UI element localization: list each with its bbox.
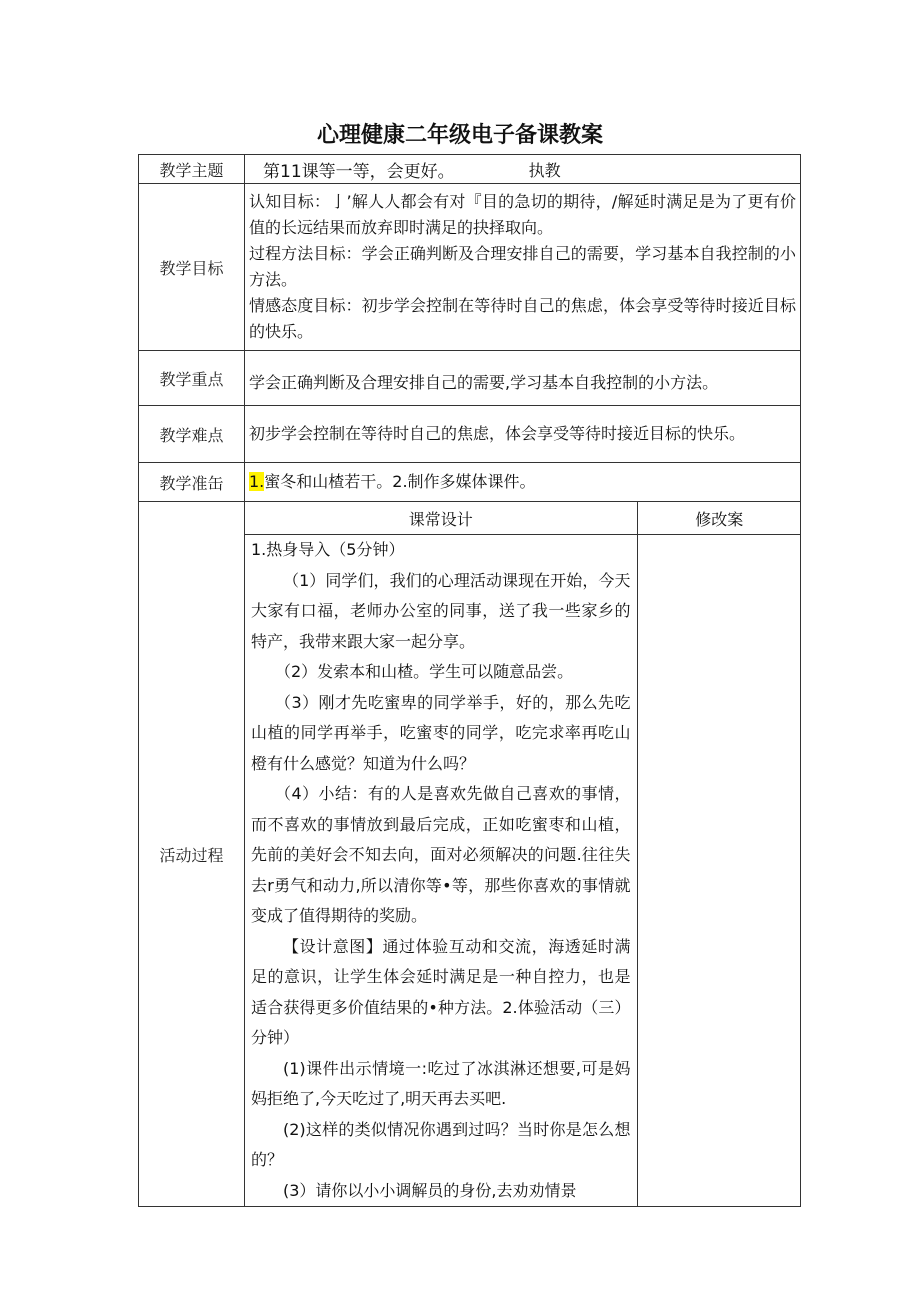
label-preparation: 教学准缶 [139,463,245,502]
highlighted-number: 1. [249,472,265,491]
row-activity [139,502,801,1207]
key-point-value: 学会正确判断及合理安排自己的需要,学习基本自我控制的小方法。 [245,351,801,406]
activity-inner-table [245,502,801,1206]
topic-cell [245,155,801,184]
difficult-point-value: 初步学会控制在等待时自己的焦虑，体会享受等待时接近目标的快乐。 [245,406,801,463]
activity-step-1: （1）同学们，我们的心理活动课现在开始，今天大家有口福，老师办公室的同事，送了我一些家乡的特产，我带来跟大家一起分享。 [251,570,631,651]
row-preparation [139,463,801,502]
column-revision-header: 修改案 [637,502,801,535]
activity-heading-warmup: 1.热身导入（5分钟） [251,540,405,559]
row-difficult-point [139,406,801,463]
activity-step-2: （2）发索本和山楂。学生可以随意品尝。 [275,662,574,681]
activity-step-3: （3）刚才先吃蜜卑的同学举手，好的，那么先吃山植的同学再举手，吃蜜枣的同学，吃完求率再吃山橙有什么感觉？知道为什么吗？ [251,692,631,773]
activity-summary: （4）小结：有的人是喜欢先做自己喜欢的事情，而不喜欢的事情放到最后完成，正如吃蜜枣和山植，先前的美好会不知去向，面对必须解决的问题.往往失去r勇气和动力,所以清你等•等，那些你喜欢的事情就变成了值得期待的奖励。 [251,784,631,925]
goal-emotion: 情感态度目标：初步学会控制在等待时自己的焦虑，体会享受等待时接近目标的快乐。 [249,296,796,341]
label-topic: 教学主题 [139,155,245,184]
activity-cell [245,502,801,1207]
topic-value: 第11课等一等，会更好。 [263,161,455,182]
document-title: 心理健康二年级电子备课教案 [316,123,603,148]
teacher-label: 执教 [528,160,561,180]
activity-mediator: (3）请你以小小调解员的身份,去劝劝情景 [283,1180,577,1200]
column-design-header: 课常设计 [245,502,637,535]
label-activity: 活动过程 [139,502,245,1207]
row-goals [139,184,801,351]
lesson-plan-table [138,154,801,1207]
activity-question: (2)这样的类似情况你遇到过吗？当时你是怎么想的？ [251,1119,631,1169]
row-key-point [139,351,801,406]
row-topic [139,155,801,184]
label-goals: 教学目标 [139,184,245,351]
goal-cognitive: 认知目标：亅’解人人都会有对『目的急切的期待，/解延时满足是为了更有价值的长远结果而放弃即时满足的抉择取向。 [249,192,796,237]
preparation-value: 蜜冬和山楂若干。2.制作多媒体课件。 [264,472,536,491]
revision-content [637,535,801,1207]
activity-scenario-1: (1)课件出示情境一:吃过了冰淇淋还想要,可是妈妈拒绝了,今天吃过了,明天再去买吧. [251,1058,631,1108]
goal-process: 过程方法目标：学会正确判断及合理安排自己的需要，学习基本自我控制的小方法。 [249,244,796,289]
goals-cell [245,184,801,351]
label-difficult-point: 教学难点 [139,406,245,463]
design-content [245,535,637,1207]
preparation-cell [245,463,801,502]
label-key-point: 教学重点 [139,351,245,406]
design-intent: 【设计意图】通过体验互动和交流，海透延时满足的意识，让学生体会延时满足是一种自控力，也是适合获得更多价值结果的•种方法。2.体验活动（三）分钟） [251,936,631,1047]
